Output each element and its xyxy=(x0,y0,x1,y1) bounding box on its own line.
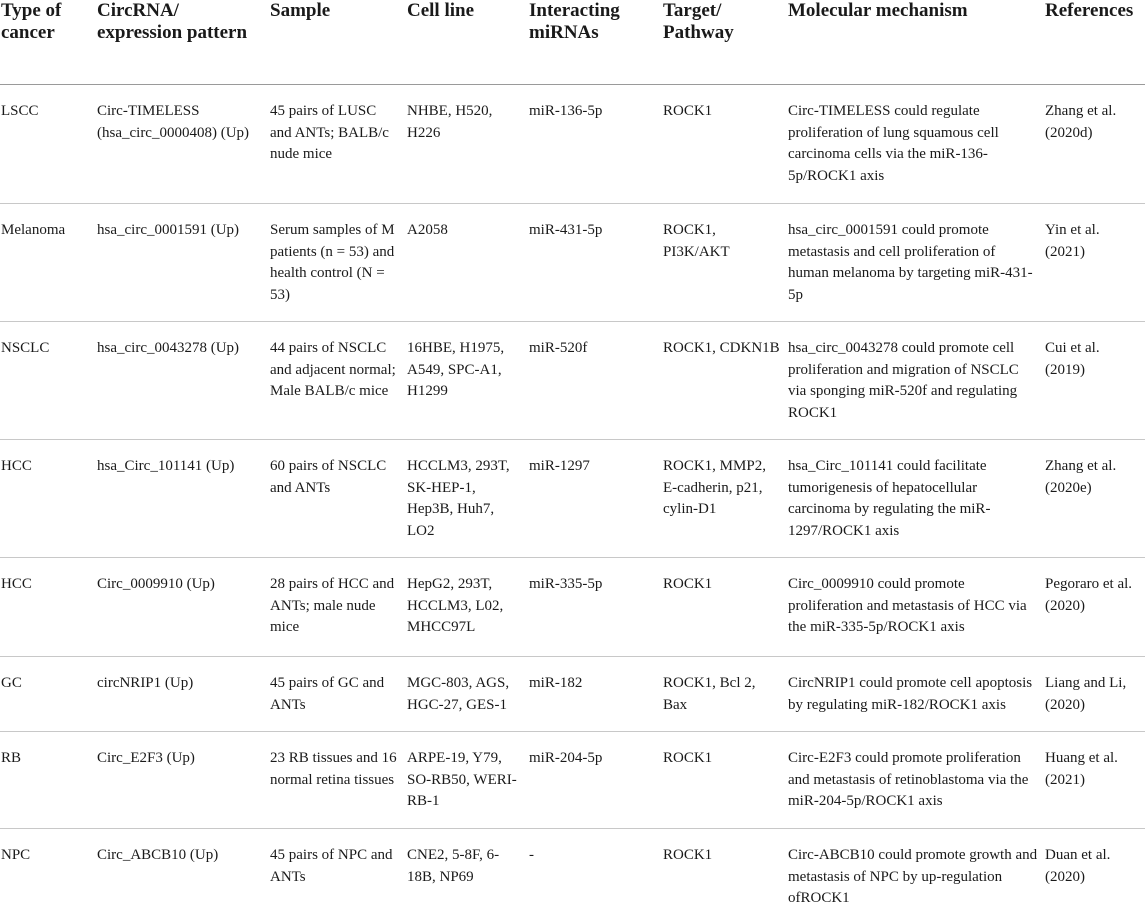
cell-cancer: HCC xyxy=(0,558,97,657)
cell-mechanism: Circ-E2F3 could promote proliferation and metastasis of retinoblastoma via the miR-204-5p/ROCK1 axis xyxy=(788,732,1045,829)
cell-cell-line: MGC-803, AGS, HGC-27, GES-1 xyxy=(407,657,529,732)
cell-cell-line: A2058 xyxy=(407,204,529,322)
cell-mirna: miR-335-5p xyxy=(529,558,663,657)
cell-sample: 23 RB tissues and 16 normal retina tissues xyxy=(270,732,407,829)
cell-target: ROCK1 xyxy=(663,847,713,863)
header-target: Target/ Pathway xyxy=(663,0,788,85)
cell-sample: 60 pairs of NSCLC and ANTs xyxy=(270,440,407,558)
header-cell-line: Cell line xyxy=(407,0,529,85)
cell-mirna: miR-182 xyxy=(529,657,663,732)
table-row xyxy=(0,85,1145,204)
cell-sample: Serum samples of M patients (n = 53) and health control (N = 53) xyxy=(270,204,407,322)
cell-cell-line: HCCLM3, 293T, SK-HEP-1, Hep3B, Huh7, LO2 xyxy=(407,440,529,558)
cell-circrna: hsa_circ_0043278 (Up) xyxy=(97,322,270,440)
header-mechanism: Molecular mechanism xyxy=(788,0,1045,85)
cell-target: ROCK1 xyxy=(663,558,788,657)
cell-target: ROCK1, MMP2, E-cadherin, p21, cylin-D1 xyxy=(663,440,788,558)
cell-mirna: miR-1297 xyxy=(529,440,663,558)
cell-mirna: miR-204-5p xyxy=(529,732,663,829)
cell-reference: Cui et al. (2019) xyxy=(1045,322,1145,440)
cell-cancer: HCC xyxy=(0,440,97,558)
cell-sample: 45 pairs of NPC and ANTs xyxy=(270,847,393,885)
cell-cancer: NSCLC xyxy=(0,322,97,440)
cell-circrna: circNRIP1 (Up) xyxy=(97,657,270,732)
cell-sample: 45 pairs of GC and ANTs xyxy=(270,657,407,732)
cell-circrna: Circ_ABCB10 (Up) xyxy=(97,847,219,863)
cell-mirna: miR-431-5p xyxy=(529,204,663,322)
table-row xyxy=(0,322,1145,440)
cell-cell-line: CNE2, 5-8F, 6-18B, NP69 xyxy=(407,847,500,885)
cell-target: ROCK1 xyxy=(663,732,788,829)
cell-target: ROCK1, PI3K/AKT xyxy=(663,204,788,322)
table-row xyxy=(0,657,1145,732)
cell-mechanism: Circ_0009910 could promote proliferation and metastasis of HCC via the miR-335-5p/ROCK1 axis xyxy=(788,558,1045,657)
cell-mirna: - xyxy=(529,847,534,863)
header-sample: Sample xyxy=(270,0,407,85)
cell-cell-line: ARPE-19, Y79, SO-RB50, WERI-RB-1 xyxy=(407,732,529,829)
cell-mechanism: hsa_circ_0043278 could promote cell proliferation and migration of NSCLC via sponging miR-520f and regulating ROCK1 xyxy=(788,322,1045,440)
cell-mechanism: hsa_circ_0001591 could promote metastasis and cell proliferation of human melanoma by targeting miR-431-5p xyxy=(788,204,1045,322)
cell-cancer: Melanoma xyxy=(0,204,97,322)
table-row xyxy=(0,558,1145,657)
cell-target: ROCK1, Bcl 2, Bax xyxy=(663,657,788,732)
cell-sample: 28 pairs of HCC and ANTs; male nude mice xyxy=(270,558,407,657)
cell-reference: Zhang et al. (2020e) xyxy=(1045,440,1145,558)
header-mirna: Interacting miRNAs xyxy=(529,0,663,85)
cell-target: ROCK1 xyxy=(663,85,788,204)
header-cancer-type: Type of cancer xyxy=(0,0,97,85)
cell-cancer: GC xyxy=(0,657,97,732)
cell-reference: Duan et al. (2020) xyxy=(1045,847,1111,885)
cell-sample: 45 pairs of LUSC and ANTs; BALB/c nude mice xyxy=(270,85,407,204)
cell-cancer: RB xyxy=(0,732,97,829)
table-row xyxy=(0,204,1145,322)
cell-mechanism: Circ-ABCB10 could promote growth and metastasis of NPC by up-regulation ofROCK1 xyxy=(788,847,1038,906)
cell-circrna: hsa_Circ_101141 (Up) xyxy=(97,440,270,558)
cell-reference: Zhang et al. (2020d) xyxy=(1045,85,1145,204)
cell-reference: Huang et al. (2021) xyxy=(1045,732,1145,829)
header-row xyxy=(0,0,1145,85)
cell-mirna: miR-520f xyxy=(529,322,663,440)
cell-cancer: NPC xyxy=(1,847,31,863)
cell-target: ROCK1, CDKN1B xyxy=(663,322,788,440)
cell-cell-line: 16HBE, H1975, A549, SPC-A1, H1299 xyxy=(407,322,529,440)
cell-circrna: Circ_0009910 (Up) xyxy=(97,558,270,657)
cell-mechanism: CircNRIP1 could promote cell apoptosis by regulating miR-182/ROCK1 axis xyxy=(788,657,1045,732)
cell-cancer: LSCC xyxy=(0,85,97,204)
cell-circrna: Circ-TIMELESS (hsa_circ_0000408) (Up) xyxy=(97,85,270,204)
table-row xyxy=(0,440,1145,558)
cell-mechanism: hsa_Circ_101141 could facilitate tumorigenesis of hepatocellular carcinoma by regulating the miR-1297/ROCK1 axis xyxy=(788,440,1045,558)
table-row xyxy=(0,732,1145,829)
cell-reference: Pegoraro et al. (2020) xyxy=(1045,558,1145,657)
cell-cell-line: HepG2, 293T, HCCLM3, L02, MHCC97L xyxy=(407,558,529,657)
cell-mechanism: Circ-TIMELESS could regulate proliferation of lung squamous cell carcinoma cells via the miR-136-5p/ROCK1 axis xyxy=(788,85,1045,204)
cell-circrna: hsa_circ_0001591 (Up) xyxy=(97,204,270,322)
header-references: References xyxy=(1045,0,1145,85)
header-circrna: CircRNA/ expression pattern xyxy=(97,0,270,85)
cell-cell-line: NHBE, H520, H226 xyxy=(407,85,529,204)
table-row xyxy=(0,829,1145,916)
cell-reference: Yin et al. (2021) xyxy=(1045,204,1145,322)
cell-circrna: Circ_E2F3 (Up) xyxy=(97,732,270,829)
cell-reference: Liang and Li, (2020) xyxy=(1045,657,1145,732)
cell-mirna: miR-136-5p xyxy=(529,85,663,204)
cell-sample: 44 pairs of NSCLC and adjacent normal; Male BALB/c mice xyxy=(270,322,407,440)
